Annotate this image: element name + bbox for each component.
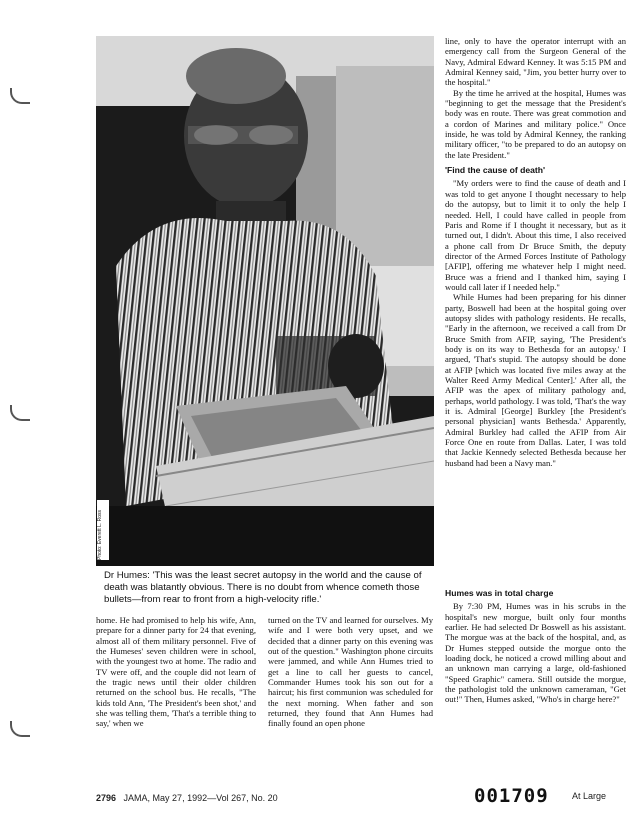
journal-citation: JAMA, May 27, 1992—Vol 267, No. 20 (123, 793, 278, 803)
paragraph: While Humes had been preparing for his dinner party, Boswell had been at the hospital going over autopsy slides with pathology residents. He recalls, "Early in the afternoon, we received a call from Dr Bruce Smith from AFIP, saying, 'The President's body is on its way to Bethesda for an autopsy.' I argued, 'That's stupid. The autopsy should be done at AFIP [which was located five miles away at the Walter Reed Army Medical Center].' After all, the AFIP was the apex of military pathology and, perhaps, world pathology. I was told, 'That's the way it is. Admiral [George] Burkley [the President's personal physician] wants Bethesda.' Apparently, Admiral Burkley had called the AFIP from Air Force One en route from Dallas. Later, I was told that Jackie Kennedy selected Bethesda because her husband had been a Navy man." (445, 292, 626, 468)
bottom-middle-column (268, 615, 433, 777)
paragraph: line, only to have the operator interrupt with an emergency call from the Surgeon General of the Navy, Admiral Edward Kenney. It was 5:15 PM and Admiral Kenney said, "Jim, you better hurry over to the hospital." (445, 36, 626, 88)
document-stamp-number: 001709 (474, 785, 549, 807)
paragraph: By the time he arrived at the hospital, Humes was "beginning to get the message that the President's body was en route. There was great commotion and a cordon of Marines and military police." Once inside, he was told by Admiral Kenney, the ranking military officer, "to be prepared to do an autopsy on the late President." (445, 87, 626, 160)
bottom-right-column (445, 588, 626, 780)
paragraph: "My orders were to find the cause of death and I was told to get anyone I thought necessary to help do the autopsy, but to limit it to only the help I needed. Hell, I could have called in people from Paris and Rome if I thought it necessary, but as it turned out, I didn't. About this time, I also received a phone call from Dr Bruce Smith, the deputy director of the Armed Forces Institute of Pathology [AFIP], offering me whatever help I might need. Bruce was a friend and I thanked him, saying I would call later if I needed help." (445, 178, 626, 292)
photo-credit: Photo: Everett L. Ross (97, 500, 109, 560)
paragraph: By 7:30 PM, Humes was in his scrubs in the hospital's new morgue, built only four months earlier. He had selected Dr Boswell as his assistant. The morgue was at the back of the hospital, and, as Dr Humes stepped outside the morgue onto the loading dock, he noticed a crowd milling about and an unknown man carrying a large, old-fashioned "Speed Graphic" camera. Still outside the morgue, the pathologist told the unknown cameraman, "Get out!" Then, Humes asked, "Who's in charge here?" (445, 601, 626, 705)
bottom-left-column (96, 615, 256, 777)
section-heading: 'Find the cause of death' (445, 165, 546, 176)
page-number: 2796 (96, 793, 117, 803)
binder-mark (10, 88, 30, 104)
photo-caption: Dr Humes: 'This was the least secret autopsy in the world and the cause of death was blatantly obvious. There is no doubt from whence cometh those bullets—from rear to front from a high-velocity rifle.' (104, 570, 422, 606)
paragraph: turned on the TV and learned for ourselves. My wife and I were both very upset, and we decided that a dinner party on this evening was out of the question." Washington phone circuits were jammed, and while Ann Humes tried to get a line to call her guests to cancel, Commander Humes took his son out for a haircut; his first communion was scheduled for the next morning. When father and son returned, they found that Ann Humes had finally found an open phone (268, 615, 433, 729)
page-footer (96, 793, 278, 803)
paragraph: home. He had promised to help his wife, Ann, prepare for a dinner party for 24 that evening, almost all of them military personnel. Five of the Humeses' seven children were in school, with the youngest two at home. The radio and TV were off, and the couple did not learn of the tragic news until their older children returned on the school bus. He recalls, "The kids told Ann, 'The President's been shot,' and she was telling them, 'That's a terrible thing to say,' when we (96, 615, 256, 729)
portrait-photo (96, 36, 434, 566)
section-heading: Humes was in total charge (445, 588, 554, 598)
binder-mark (10, 721, 30, 737)
right-column (445, 36, 626, 581)
binder-mark (10, 405, 30, 421)
section-label: At Large (572, 791, 607, 801)
portrait-illustration (96, 36, 434, 566)
